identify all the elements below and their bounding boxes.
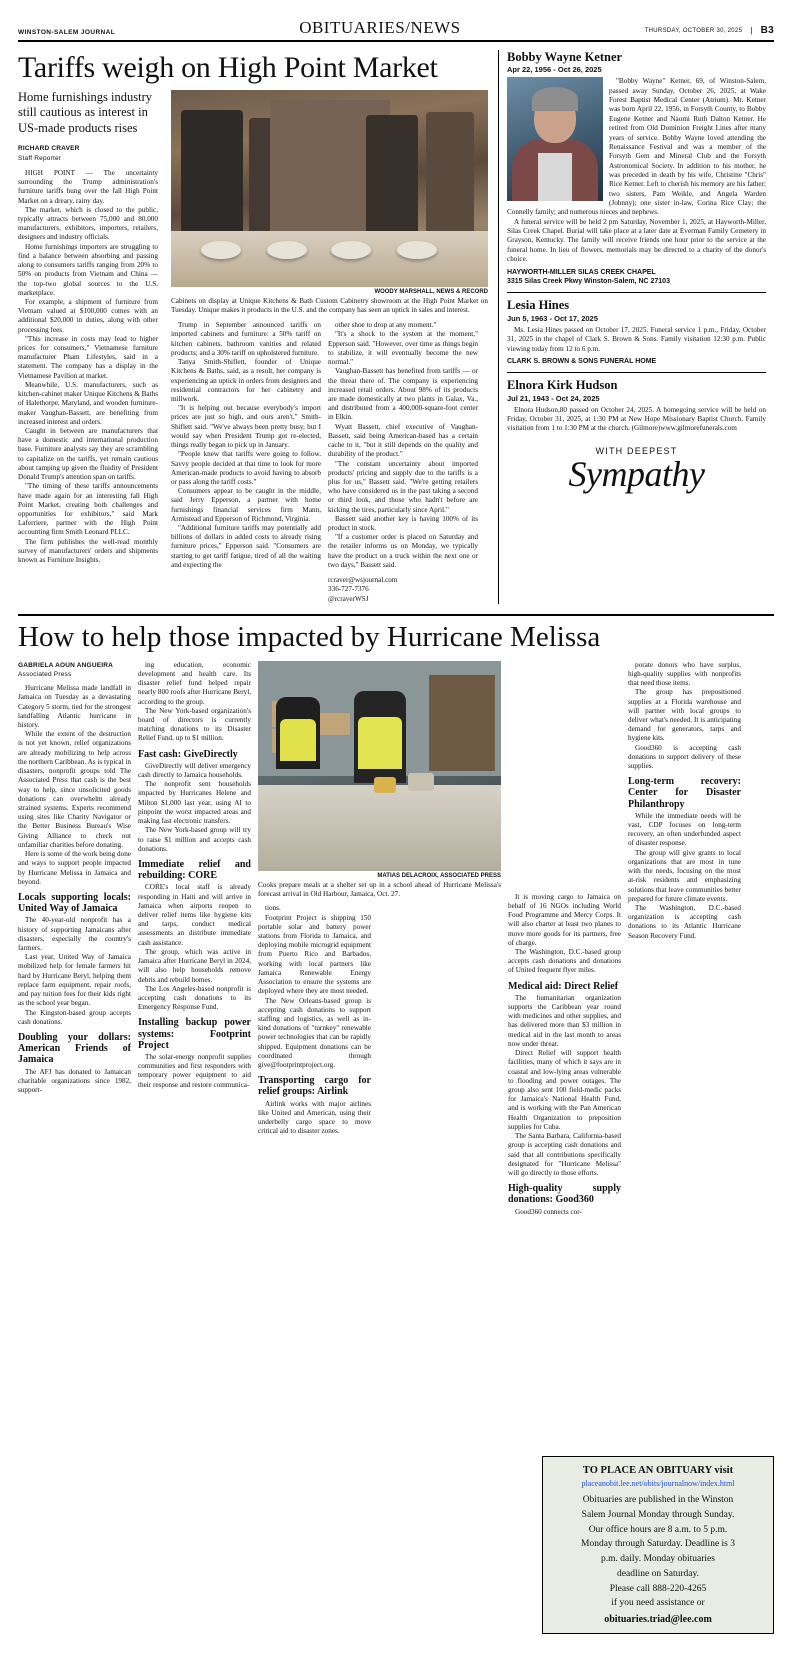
second-headline: How to help those impacted by Hurricane Melissa xyxy=(18,621,601,654)
subheading: Installing backup power systems: Footprint Project xyxy=(138,1017,251,1051)
lead-byline xyxy=(18,144,162,164)
obituaries-column xyxy=(498,50,766,604)
funeral-home-name: CLARK S. BROWN & SONS FUNERAL HOME xyxy=(507,357,657,365)
paragraph: Consumers appear to be caught in the middle, said Jerry Epperson, a partner with home furnishings financial services firm Mann, Armistead and Epperson of Richmond, Virginia. xyxy=(171,487,321,523)
second-column-5 xyxy=(628,661,741,1217)
paragraph: Caught in between are manufacturers that have a domestic and international production base. Furniture analysts say they are scrambling to capitalize on the tariffs, yet remain cautious about ramping up given the fluidity of President Donald Trump's attention span on tariffs. xyxy=(18,427,158,482)
lead-photo-caption: Cabinets on display at Unique Kitchens & Bath Custom Cabinetry showroom at the High Point Market on Tuesday. Unique makes it products in the U.S. and the company has seen an uptick in sales and interest. xyxy=(171,296,488,314)
paragraph: Airlink works with major airlines like United and American, using their underbelly cargo space to move critical aid to disaster zones. xyxy=(258,1099,371,1136)
obituary-body xyxy=(507,326,766,354)
reporter-contact xyxy=(328,576,478,604)
paragraph: "Bobby Wayne" Ketner, 69, of Winston-Salem, passed away Sunday, October 26, 2025, at Wake Forest Baptist Medical Center (Atrium). Mr. Ketner was born April 22, 1956, in Forsyth County, to Bobby Eugene Ketner and Naomi Ruth Dalton Ketner. He retired from Old Dominion Freight Lines after many years of service. Bobby Wayne loved attending the Renaissance Festival and was a member of the Forsyth Gem and Mineral Club and the Forsyth Astronomical Society. In addition to his mother, he was preceded in death by his wife, Christine "Chris" Rice Ketner. Left to cherish his memory are his father; two sisters, Pam Weikle, and Angela Warden (Johnny); one sister in-law, Corina Rice Clay; the Connelly family; and numerous nieces and nephews. xyxy=(507,77,766,217)
paragraph: Tanya Smith-Shiflett, founder of Unique Kitchens & Baths, said, as a result, her company is experiencing an uptick in orders from designers and residential contractors for her cabinetry and millwork. xyxy=(171,358,321,403)
byline-name: GABRIELA AOUN ANGUEIRA xyxy=(18,661,114,669)
paragraph: "This increase in costs may lead to higher prices for consumers," Vietnamese furniture manufacturer Pham Lifestyles, said in a statement. The company has a display in the Vietnamese Pavilion at market. xyxy=(18,334,158,380)
paragraph: Good360 connects cor- xyxy=(515,1207,582,1216)
obituary-body xyxy=(507,77,766,264)
obituary-box-line: Our office hours are 8 a.m. to 5 p.m. xyxy=(588,1524,728,1535)
lead-photo-block xyxy=(171,90,488,605)
reporter-email: rcraver@wsjournal.com xyxy=(328,576,398,585)
obituary-dates: Jul 21, 1943 - Oct 24, 2025 xyxy=(507,393,600,403)
paragraph: The firm publishes the well-read monthly survey of manufacturers' orders and shipments known as Furniture Insights. xyxy=(18,537,158,565)
paragraph: The market, which is closed to the public, typically attracts between 75,000 and 80,000 manufacturers, exhibitors, importers, retailers, designers and industry officials. xyxy=(18,205,158,242)
paragraph: The New York-based organization's board of directors is currently matching donations to its Disaster Relief Fund, up to $1 million. xyxy=(138,706,251,743)
obituary-box-phone: Please call 888-220-4265 xyxy=(609,1583,707,1594)
subheading: Medical aid: Direct Relief xyxy=(508,980,619,992)
subheading: Transporting cargo for relief groups: Airlink xyxy=(258,1075,371,1098)
reporter-phone: 336-727-7376 xyxy=(328,585,369,594)
lead-story xyxy=(18,50,488,604)
paragraph: Good360 is accepting cash donations to support delivery of these supplies. xyxy=(628,743,741,771)
lead-column-3 xyxy=(328,321,478,604)
lead-deck: Home furnishings industry still cautious as interest in US-made products rises xyxy=(18,89,153,135)
obituary-box-line: p.m. daily. Monday obituaries xyxy=(601,1554,715,1565)
page-number: B3 xyxy=(760,25,774,36)
obituary-name: Lesia Hines xyxy=(507,298,570,313)
funeral-home xyxy=(507,357,766,366)
section-divider xyxy=(18,614,774,616)
funeral-home-name: HAYWORTH-MILLER SILAS CREEK CHAPEL xyxy=(507,268,656,276)
publication-name: WINSTON-SALEM JOURNAL xyxy=(18,29,116,36)
paragraph: Vaughan-Bassett has benefited from tariffs — or the threat there of. The company is experiencing increased retail orders. About 98% of its products are made domestically at two plants in Galax, Va., and distributed from a 400,000-square-foot center in Elkin. xyxy=(328,367,478,422)
paragraph: The solar-energy nonprofit supplies communities and first responders with temporary power equipment to aid their response and restore communica- xyxy=(138,1052,251,1089)
paragraph: Home furnishings importers are struggling to find a balance between absorbing and passing along to consumers tariffs ranging from 20% to 50% on products from Vietnam and China — the top-two global sources to the U.S. marketplace. xyxy=(18,242,158,297)
obituary-entry xyxy=(507,292,766,372)
paragraph: A funeral service will be held 2 pm Saturday, November 1, 2025, at Hayworth-Miller, Silas Creek Chapel. Burial will take place at a later date at Everman Family Cemetery in Grayson, Kentucky. The family will receive friends one hour prior to the service at the funeral home. In lieu of flowers, memorials may be directed to a charity of the donor's choice. xyxy=(507,217,766,264)
paragraph: Bassett said another key is having 100% of its product in stock. xyxy=(328,514,478,533)
paragraph: The Los Angeles-based nonprofit is accepting cash donations to its Emergency Response Fund. xyxy=(138,984,251,1012)
paragraph: "Additional furniture tariffs may potentially add billions of dollars in added costs to already rising furniture prices," Epperson said. "Consumers are starting to get tariff fatigue, tired of all the waiting and expecting the xyxy=(171,524,321,569)
second-story-grid xyxy=(18,661,774,1217)
paragraph: "It is helping out because everybody's import prices are just so high, and ours aren't," Smith-Shiflett said. "We've always been pretty busy, but I would say when President Trump got re-elected, things really began to pick up in January. xyxy=(171,404,321,450)
byline-title: Staff Reporter xyxy=(18,155,62,163)
paragraph: Ms. Lesia Hines passed on October 17, 2025. Funeral service 1 p.m., Friday, October 31, 2025 in the chapel of Clark S. Brown & Sons. Family visitation 12:30 p.m. Public viewing today from 12 to 6 p.m. xyxy=(507,325,766,353)
obituary-dates: Apr 22, 1956 - Oct 26, 2025 xyxy=(507,65,602,75)
byline-name: RICHARD CRAVER xyxy=(18,145,80,153)
subheading: Fast cash: GiveDirectly xyxy=(138,748,238,760)
paragraph: Hurricane Melissa made landfall in Jamaica on Tuesday as a devastating Category 5 storm, tied for the strongest landfalling Atlantic hurricane in history. xyxy=(18,684,131,730)
obituary-box-line: Monday through Saturday. Deadline is 3 xyxy=(581,1539,735,1550)
newspaper-page xyxy=(0,18,792,1656)
paragraph: The New Orleans-based group is accepting cash donations to support staffing and logistics, as well as in-kind donations of "turnkey" renewable power technologies that can be rapidly shipped. Equipment donations can be coordinated through give@footprintproject.org. xyxy=(258,996,371,1070)
obituary-box-line: deadline on Saturday. xyxy=(617,1568,699,1579)
obituary-box-line: Salem Journal Monday through Sunday. xyxy=(581,1509,735,1520)
masthead-date-page: THURSDAY, OCTOBER 30, 2025 | B3 xyxy=(644,25,774,36)
obituary-name: Elnora Kirk Hudson xyxy=(507,378,618,393)
place-obituary-box-wrapper xyxy=(542,1450,774,1634)
paragraph: The nonprofit sent households impacted by Hurricanes Helene and Milton $1,000 last year, using AI to pinpoint the worst impacted areas and making fast electronic transfers. xyxy=(138,780,251,826)
sympathy-small-text: WITH DEEPEST xyxy=(595,445,678,456)
paragraph: The Washington, D.C.-based group accepts cash donations and donations of United frequent flyer miles. xyxy=(508,947,621,975)
paragraph: The New York-based group will try to raise $1 million and accepts cash donations. xyxy=(138,826,251,853)
paragraph: ing education, economic development and health care. Its disaster relief fund helped repair nearly 800 roofs after Hurricane Beryl, according to the group. xyxy=(138,660,251,706)
masthead xyxy=(18,18,774,42)
obituary-entry xyxy=(507,50,766,292)
lead-column-2 xyxy=(171,321,321,604)
issue-date: THURSDAY, OCTOBER 30, 2025 xyxy=(644,27,743,34)
paragraph: For example, a shipment of furniture from Vietnam valued at $100,000 comes with an additional $20,000 in duties, along with other processing fees. xyxy=(18,297,158,334)
paragraph: The AFJ has donated to Jamaican charitable organizations since 1982, support- xyxy=(18,1067,131,1094)
subheading: Long-term recovery: Center for Disaster Philanthropy xyxy=(628,776,741,810)
sympathy-big-text: Sympathy xyxy=(568,453,705,494)
paragraph: "The constant uncertainty about imported products' pricing and supply due to the tariffs is a plus for us," Bassett said. "We're getting retailers who have considered us in the past taking a second or third look, and those who hadn't before are kicking the tires, particularly since April." xyxy=(328,459,478,514)
paragraph: Direct Relief will support health facilities, many of which it says are in coastal and low-lying areas vulnerable to flooding and power outages. The group also sent 100 field-medic packs for Jamaica's National Health Fund, and is working with the Pan American Health Organization to preposition supplies for Cuba. xyxy=(508,1049,621,1131)
subheading: Doubling your dollars: American Friends of Jamaica xyxy=(18,1031,131,1066)
obituary-name: Bobby Wayne Ketner xyxy=(507,50,623,64)
second-column-2 xyxy=(138,661,251,1217)
paragraph: The Kingston-based group accepts cash donations. xyxy=(18,1008,131,1026)
obituary-box-title: TO PLACE AN OBITUARY visit xyxy=(582,1465,734,1477)
paragraph: CORE's local staff is already responding in Haiti and will arrive in Jamaica when airports reopen to deliver relief items like hygiene kits and tarps, conduct medical assessments an distribute immediate cash assistance. xyxy=(138,883,251,947)
paragraph: Last year, United Way of Jamaica mobilized help for female farmers hit hard by Hurricane Beryl, helping them replace farm equipment, repair roofs, and pay tuition fees for their kids right as the school year began. xyxy=(18,953,131,1008)
paragraph: Meanwhile, U.S. manufacturers, such as kitchen-cabinet maker Unique Kitchens & Baths of Halethorpe, Maryland, and wooden furniture-maker Vaughan-Bassett, are benefiting from increased interest and orders. xyxy=(18,380,158,426)
funeral-home xyxy=(507,268,766,287)
paragraph: Trump in September announced tariffs on imported cabinets and furniture: a 50% tariff on kitchen cabinets, bathroom vanities and related products; and a 30% tariff on upholstered furniture. xyxy=(171,321,321,357)
paragraph: The group has prepositioned supplies at a Florida warehouse and will partner with local groups to deliver what's needed. It is anticipating demand for generators, tarps and hygiene kits. xyxy=(628,688,741,743)
paragraph: Elnora Hudson,80 passed on October 24, 2025. A homegoing service will be held on Friday, October 31, 2025, at 1:30 PM at New Hope Missionary Baptist Church. Family visitation from 1 to 1:30 PM at the church. (Gilmore)www.gilmorefunerals.com xyxy=(507,405,766,433)
paragraph: The Santa Barbara, California-based group is accepting cash donations and said that all contributions specifically designated for "Hurricane Melissa" will go directly to those efforts. xyxy=(508,1132,621,1177)
paragraph: other shoe to drop at any moment." xyxy=(335,321,437,330)
paragraph: While the immediate needs will be vast, CDP focuses on long-term recovery, an often underfunded aspect of disaster response. xyxy=(628,811,741,848)
paragraph: HIGH POINT — The uncertainty surrounding the Trump administration's furniture tariffs hung over the fall High Point Market on a dreary, rainy day. xyxy=(18,168,158,205)
paragraph: "People knew that tariffs were going to follow. Savvy people decided at that time to look for more American-made products to avoid having to absorb or pass along the tariff costs." xyxy=(171,450,321,486)
section-title: OBITUARIES/NEWS xyxy=(299,18,461,37)
paragraph: porate donors who have surplus, high-quality supplies with nonprofits that need those items. xyxy=(628,660,741,688)
paragraph: "It's a shock to the system at the moment," Epperson said. "However, over time as things begin to stabilize, it will eventually become the new normal." xyxy=(328,330,478,367)
second-byline xyxy=(18,661,131,681)
obituary-entry xyxy=(507,372,766,439)
obituary-body xyxy=(507,406,766,434)
second-column-3 xyxy=(258,904,371,1136)
paragraph: The Washington, D.C.-based organization is accepting cash donations to its Atlantic Hurricane Season Recovery Fund. xyxy=(628,904,741,940)
sympathy-graphic xyxy=(507,440,766,494)
obituary-dates: Jun 5, 1963 - Oct 17, 2025 xyxy=(507,313,598,323)
subheading: Immediate relief and rebuilding: CORE xyxy=(138,858,251,882)
lead-photo xyxy=(171,90,488,287)
top-section xyxy=(18,50,774,604)
byline-title: Associated Press xyxy=(18,671,72,679)
paragraph: The group will give grants to local organizations that are most in tune with the needs, focusing on the most at-risk residents and emphasizing solutions that leave communities better prepared for future climate events. xyxy=(628,848,741,903)
paragraph: While the extent of the destruction is not yet known, relief organizations are already mobilizing to help across the northern Caribbean. As is typical in disasters, nonprofit groups told The Associated Press that cash is the best way to help, since unsolicited goods donations can overwhelm already strained systems. Experts recommend using sites like Charity Navigator or the Better Business Bureau's Wise Giving Alliance to check out unfamiliar charities before donating. xyxy=(18,730,131,849)
obituary-box-line: Obituaries are published in the Winston xyxy=(582,1495,734,1506)
obituary-box-assistance: if you need assistance or xyxy=(611,1598,705,1609)
subheading: Locals supporting locals: United Way of Jamaica xyxy=(18,891,131,915)
paragraph: It is moving cargo to Jamaica on behalf of 16 NGOs including World Food Programme and Mercy Corps. It will also charter at least two planes to move more goods for its partners, free of charge. xyxy=(508,892,621,947)
obituary-box-link[interactable]: placeanobit.lee.net/obits/journalnow/index.html xyxy=(581,1479,735,1489)
paragraph: tions. xyxy=(265,904,281,913)
paragraph: The humanitarian organization supports the Caribbean year round with medicines and other supplies, and has delivered more than $3 million in medical aid in the last month to areas now under threat. xyxy=(508,993,621,1048)
paragraph: The group, which was active in Jamaica after Hurricane Beryl in 2024, will also help households remove debris and rebuild homes. xyxy=(138,947,251,984)
paragraph: Wyatt Bassett, chief executive of Vaughan-Bassett, said being American-based has a certain cache to it, "but it still depends on the quality and durability of the product." xyxy=(328,422,478,459)
paragraph: Footprint Project is shipping 150 portable solar and battery power stations from Florida to Jamaica, and deploying mobile microgrid equipment from Puerto Rico and Barbados, working with local partners like Jamaica Renewable Energy Association to ensure the systems are deployed where they are most needed. xyxy=(258,913,371,996)
lead-photo-credit: WOODY MARSHALL, NEWS & RECORD xyxy=(374,288,488,295)
second-column-4 xyxy=(508,661,621,1217)
place-obituary-box xyxy=(542,1456,774,1634)
paragraph: The 40-year-old nonprofit has a history of supporting Jamaicans after disasters, especially the country's farmers. xyxy=(18,916,131,952)
second-story xyxy=(18,622,774,1217)
obituary-portrait xyxy=(507,77,603,201)
second-photo-credit: MATIAS DELACROIX, ASSOCIATED PRESS xyxy=(377,872,501,879)
obituary-box-email[interactable]: obituaries.triad@lee.com xyxy=(604,1614,712,1625)
second-photo xyxy=(258,661,501,871)
paragraph: GiveDirectly will deliver emergency cash directly to Jamaica households. xyxy=(138,761,251,780)
subheading: High-quality supply donations: Good360 xyxy=(508,1183,621,1206)
reporter-handle: @rcraverWSJ xyxy=(328,594,369,603)
lead-headline: Tariffs weigh on High Point Market xyxy=(18,51,438,84)
paragraph: Here is some of the work being done and ways to support people impacted by Hurricane Melissa in Jamaica and beyond. xyxy=(18,850,131,886)
second-photo-caption: Cooks prepare meals at a shelter set up in a school ahead of Hurricane Melissa's forecast arrival in Old Harbour, Jamaica, Oct. 27. xyxy=(258,880,501,898)
lead-column-1 xyxy=(18,169,158,565)
paragraph: "The timing of these tariffs announcements have made again for an interesting fall High Point Market, creating both challenges and opportunities for exhibitors," said Mark Laferriere, partner with the High Point accounting firm Smith Leonard PLLC. xyxy=(18,482,158,537)
second-photo-and-column-3 xyxy=(258,661,501,1217)
funeral-home-address: 3315 Silas Creek Pkwy Winston-Salem, NC 27103 xyxy=(507,278,670,285)
paragraph: "If a customer order is placed on Saturday and the retailer informs us on Monday, we typically have the product on a truck within the next one or two days," Bassett said. xyxy=(328,533,478,569)
second-column-1 xyxy=(18,661,131,1217)
